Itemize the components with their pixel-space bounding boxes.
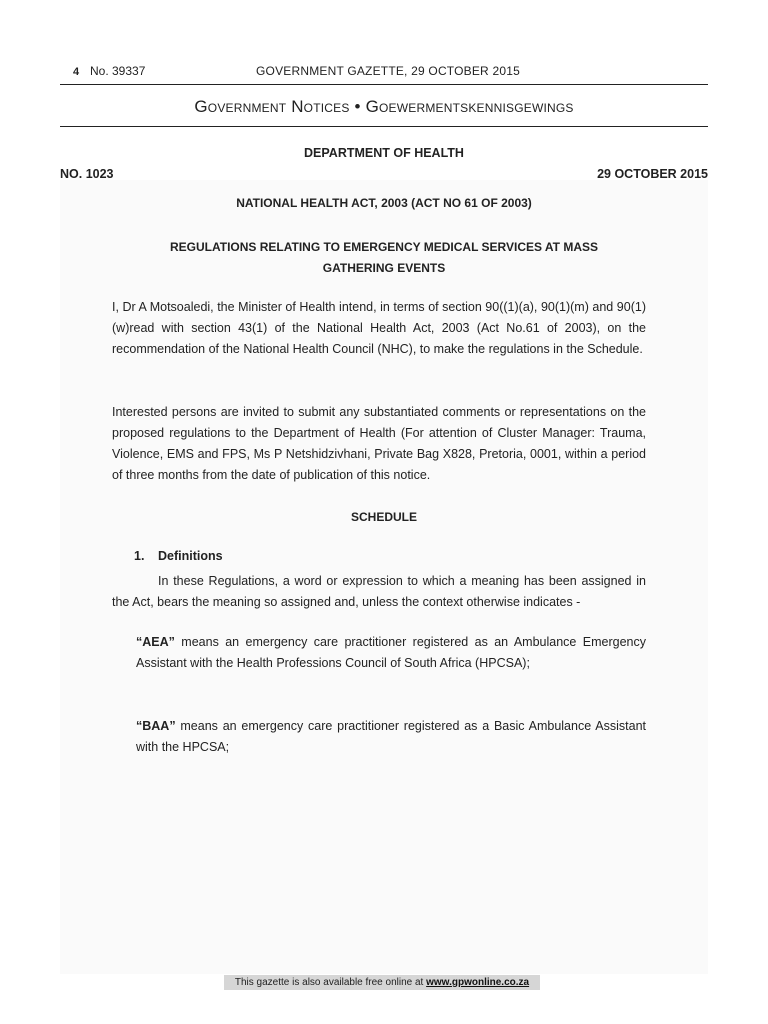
header-divider: [60, 84, 708, 85]
definitions-number: 1.: [134, 549, 145, 563]
notices-title-english: Government Notices: [194, 97, 350, 116]
notices-divider: [60, 126, 708, 127]
definitions-title: Definitions: [158, 549, 223, 563]
definition-term: “BAA”: [136, 719, 176, 733]
definition-text: means an emergency care practitioner registered as an Ambulance Emergency Assistant with the Health Professions Council of South Africa (HPCSA);: [136, 635, 646, 670]
regulations-title: REGULATIONS RELATING TO EMERGENCY MEDICAL SERVICES AT MASS GATHERING EVENTS: [169, 240, 599, 275]
definitions-intro: In these Regulations, a word or expression to which a meaning has been assigned in the Act, bears the meaning so assigned and, unless the context otherwise indicates -: [112, 574, 646, 609]
paragraph-comments: Interested persons are invited to submit any substantiated comments or representations on the proposed regulations to the Department of Health (For attention of Cluster Manager: Trauma, Violence, EMS and FPS, Ms P Netshidzivhani, Private Bag X828, Pretoria, 0001, within a period of three months from the date of publication of this notice.: [112, 405, 646, 482]
department-heading: DEPARTMENT OF HEALTH: [304, 146, 464, 160]
footer-text: This gazette is also available free online at: [234, 977, 427, 988]
schedule-heading: SCHEDULE: [350, 510, 417, 524]
definition-aea: [136, 632, 646, 674]
footer-banner: [224, 975, 540, 990]
notices-title-afrikaans: Goewermentskennisgewings: [365, 97, 574, 116]
definition-term: “AEA”: [136, 635, 175, 649]
page-number: 4: [73, 66, 80, 78]
definition-text: means an emergency care practitioner registered as a Basic Ambulance Assistant with the HPCSA;: [136, 719, 646, 754]
act-title: NATIONAL HEALTH ACT, 2003 (ACT NO 61 OF 2003): [236, 196, 532, 210]
gazette-number: No. 39337: [90, 64, 146, 78]
notices-title-bullet: •: [354, 97, 361, 116]
footer-link[interactable]: www.gpwonline.co.za: [426, 977, 530, 988]
paragraph-intent: I, Dr A Motsoaledi, the Minister of Health intend, in terms of section 90((1)(a), 90(1)(m) and 90(1)(w)read with section 43(1) of the National Health Act, 2003 (Act No.61 of 2003), on the recommendation of the National Health Council (NHC), to make the regulations in the Schedule.: [112, 300, 646, 356]
notices-title: [0, 97, 768, 117]
notice-number: NO. 1023: [60, 167, 114, 181]
definitions-heading: [134, 549, 223, 563]
gazette-title: GOVERNMENT GAZETTE, 29 OCTOBER 2015: [256, 64, 520, 78]
notice-date: 29 OCTOBER 2015: [597, 167, 708, 181]
definition-baa: [136, 716, 646, 758]
